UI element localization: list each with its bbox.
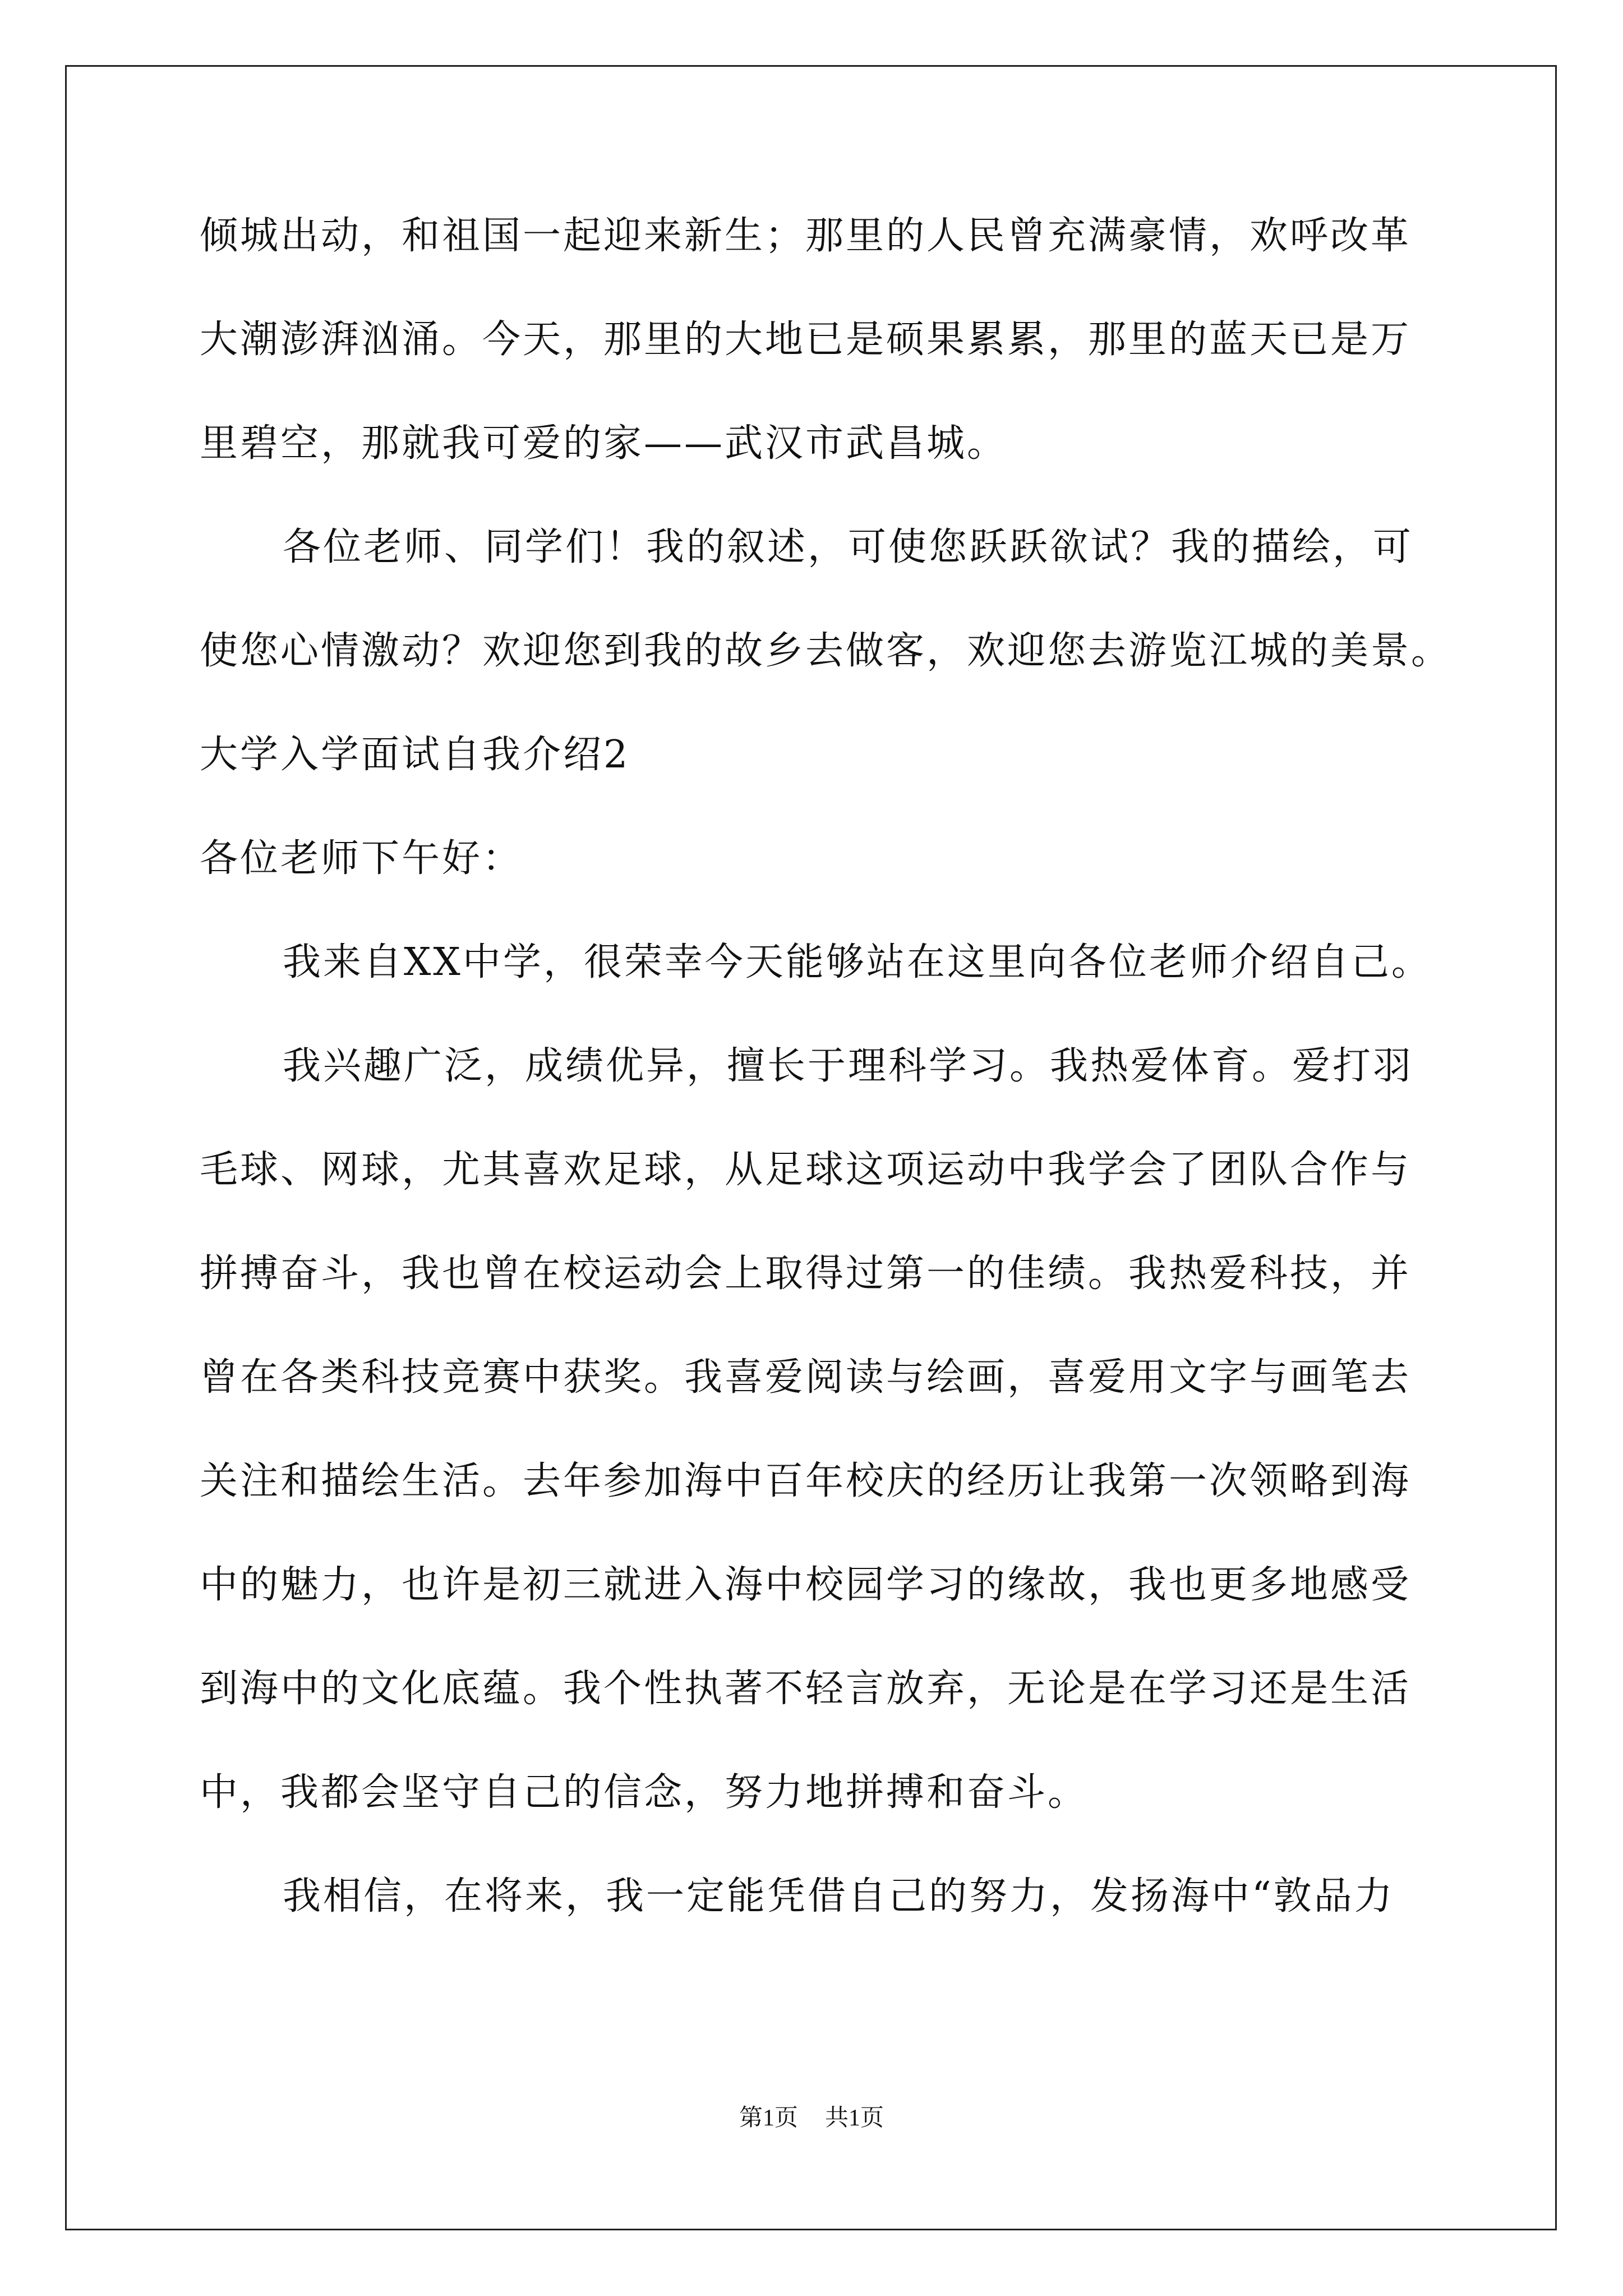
paragraph-line: 我相信，在将来，我一定能凭借自己的努力，发扬海中“敦品力 xyxy=(283,1874,1395,1918)
paragraph-line: 里碧空，那就我可爱的家——武汉市武昌城。 xyxy=(200,421,1008,466)
document-body xyxy=(200,214,1452,1980)
page-number: 第1页 xyxy=(739,2105,798,2131)
paragraph-line: 中的魅力，也许是初三就进入海中校园学习的缘故，我也更多地感受 xyxy=(200,1563,1412,1607)
paragraph-line: 倾城出动，和祖国一起迎来新生；那里的人民曾充满豪情，欢呼改革 xyxy=(200,214,1412,258)
paragraph-line: 使您心情激动？欢迎您到我的故乡去做客，欢迎您去游览江城的美景。 xyxy=(200,629,1452,673)
paragraph-line: 大潮澎湃汹涌。今天，那里的大地已是硕果累累，那里的蓝天已是万 xyxy=(200,318,1412,362)
section-heading: 大学入学面试自我介绍2 xyxy=(200,733,630,777)
paragraph-line: 中，我都会坚守自己的信念，努力地拼搏和奋斗。 xyxy=(200,1770,1089,1815)
paragraph-line: 关注和描绘生活。去年参加海中百年校庆的经历让我第一次领略到海 xyxy=(200,1459,1412,1503)
paragraph-line: 各位老师、同学们！我的叙述，可使您跃跃欲试？我的描绘，可 xyxy=(283,525,1414,569)
page-footer xyxy=(0,2105,1623,2132)
paragraph-line: 拼搏奋斗，我也曾在校运动会上取得过第一的佳绩。我热爱科技，并 xyxy=(200,1251,1412,1296)
paragraph-line: 我兴趣广泛，成绩优异，擅长于理科学习。我热爱体育。爱打羽 xyxy=(283,1044,1414,1088)
paragraph-line: 我来自XX中学，很荣幸今天能够站在这里向各位老师介绍自己。 xyxy=(283,940,1432,984)
paragraph-line: 曾在各类科技竞赛中获奖。我喜爱阅读与绘画，喜爱用文字与画笔去 xyxy=(200,1355,1412,1400)
paragraph-line: 毛球、网球，尤其喜欢足球，从足球这项运动中我学会了团队合作与 xyxy=(200,1148,1412,1192)
paragraph-line: 到海中的文化底蕴。我个性执著不轻言放弃，无论是在学习还是生活 xyxy=(200,1667,1412,1711)
page-total: 共1页 xyxy=(825,2105,884,2131)
greeting-line: 各位老师下午好： xyxy=(200,836,523,881)
